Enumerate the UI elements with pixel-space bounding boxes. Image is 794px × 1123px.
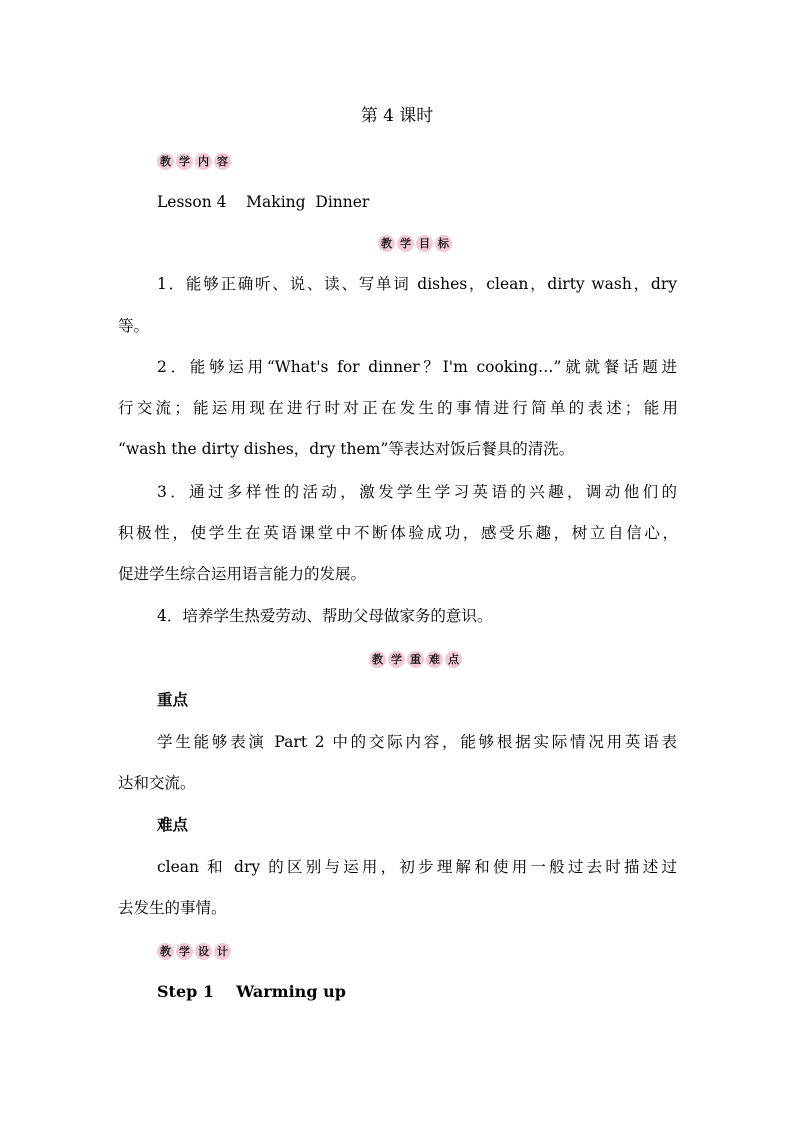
lesson-title: Lesson 4 Making Dinner	[157, 193, 370, 211]
badge-char: 教	[378, 235, 395, 252]
goal-3-line-3: 促进学生综合运用语言能力的发展。	[118, 565, 367, 583]
keypoints-text-line-2: 达和交流。	[118, 774, 196, 792]
step-heading: Step 1 Warming up	[157, 982, 346, 1001]
section-badge-design	[157, 940, 231, 962]
difficulties-text-line-2: 去发生的事情。	[118, 899, 227, 917]
difficulties-text-line-1: clean 和 dry 的区别与运用，初步理解和使用一般过去时描述过	[157, 858, 677, 876]
goal-1-line-2: 等。	[118, 317, 150, 335]
goal-1-line-1: 1．能够正确听、说、读、写单词 dishes，clean，dirty wash，dry	[157, 275, 677, 293]
goal-3-line-2: 积极性，使学生在英语课堂中不断体验成功，感受乐趣，树立自信心，	[118, 524, 678, 542]
badge-char: 目	[416, 235, 433, 252]
badge-char: 点	[445, 651, 462, 668]
badge-char: 学	[388, 651, 405, 668]
badge-char: 难	[426, 651, 443, 668]
difficulties-heading: 难点	[157, 815, 189, 834]
goal-4-line-1: 4．培养学生热爱劳动、帮助父母做家务的意识。	[157, 607, 493, 625]
page-title: 第 4 课时	[360, 106, 434, 126]
goal-2-line-1: 2．能够运用“What's for dinner？I'm cooking…”就就餐话题进	[157, 358, 677, 376]
goal-2-line-2: 行交流；能运用现在进行时对正在发生的事情进行简单的表述；能用	[118, 399, 678, 417]
section-badge-content	[157, 150, 231, 172]
badge-char: 容	[214, 153, 231, 170]
badge-char: 学	[176, 943, 193, 960]
keypoints-heading: 重点	[157, 690, 189, 709]
keypoints-text-line-1: 学生能够表演 Part 2 中的交际内容，能够根据实际情况用英语表	[157, 733, 677, 751]
badge-char: 学	[397, 235, 414, 252]
badge-char: 标	[435, 235, 452, 252]
badge-char: 计	[214, 943, 231, 960]
badge-char: 内	[195, 153, 212, 170]
badge-char: 教	[157, 153, 174, 170]
badge-char: 学	[176, 153, 193, 170]
goal-3-line-1: 3．通过多样性的活动，激发学生学习英语的兴趣，调动他们的	[157, 483, 677, 501]
section-badge-goals	[378, 232, 452, 254]
badge-char: 设	[195, 943, 212, 960]
badge-char: 教	[369, 651, 386, 668]
goal-2-line-3: “wash the dirty dishes，dry them”等表达对饭后餐具的清洗。	[118, 440, 575, 458]
badge-char: 重	[407, 651, 424, 668]
section-badge-keypoints	[369, 648, 462, 670]
badge-char: 教	[157, 943, 174, 960]
